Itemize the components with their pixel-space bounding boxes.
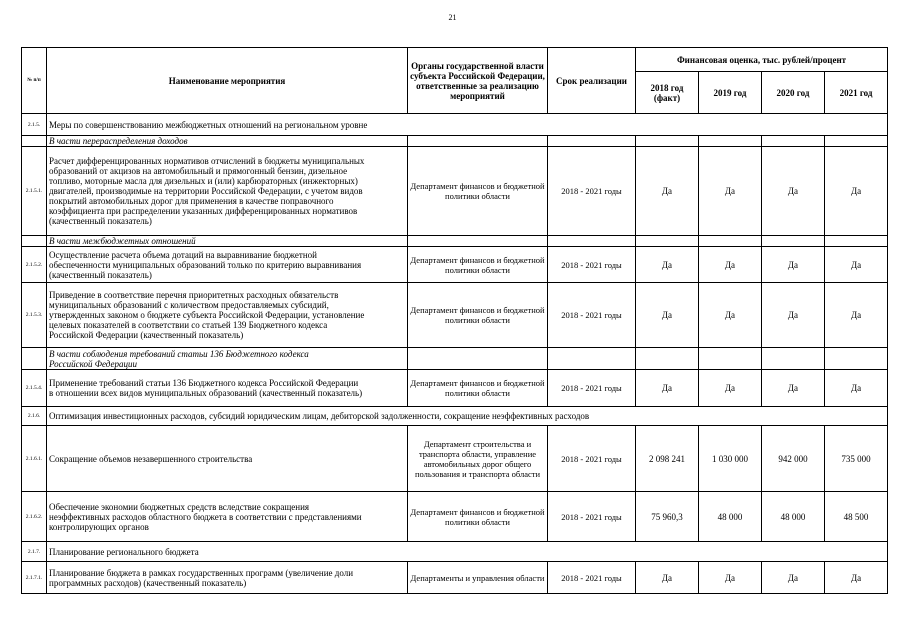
- responsible-organ: Департаменты и управления области: [408, 562, 548, 594]
- section-row: [22, 542, 888, 562]
- row-number: 2.1.7.: [22, 542, 47, 562]
- table-row: [22, 426, 888, 492]
- value-2019: Да: [699, 247, 762, 283]
- measure-line: коэффициента при распределении указанных дифференцированных нормативов: [49, 206, 358, 216]
- subsection-title: В части межбюджетных отношений: [47, 236, 408, 247]
- implementation-period: 2018 - 2021 годы: [548, 283, 636, 348]
- implementation-period: 2018 - 2021 годы: [548, 492, 636, 542]
- measure-name: [47, 426, 408, 492]
- measure-line: (качественный показатель): [49, 269, 152, 280]
- value-2021: Да: [825, 283, 888, 348]
- value-2018: Да: [636, 562, 699, 594]
- subsection-title: В части перераспределения доходов: [47, 136, 408, 147]
- table-row: [22, 147, 888, 236]
- subsection-line: В части соблюдения требований статьи 136 Бюджетного кодекса: [49, 348, 309, 359]
- table-row: [22, 370, 888, 407]
- measure-line: утвержденных законом о бюджете субъекта Российской Федерации, установление: [49, 310, 365, 320]
- row-number: 2.1.5.4.: [22, 370, 47, 407]
- subsection-row: [22, 236, 888, 247]
- page-number: 21: [448, 13, 457, 22]
- value-2018: Да: [636, 283, 699, 348]
- measure-line: Обеспечение экономии бюджетных средств вследствие сокращения: [49, 501, 310, 512]
- section-title: Оптимизация инвестиционных расходов, субсидий юридическим лицам, дебиторской задолженности, сокращение неэффективных расходов: [47, 407, 888, 426]
- value-2018: 2 098 241: [636, 426, 699, 492]
- table-row: [22, 492, 888, 542]
- value-2018: Да: [636, 247, 699, 283]
- measure-line: топливо, моторные масла для дизельных и (или) карбюраторных (инжекторных): [49, 176, 358, 186]
- measure-name: [47, 147, 408, 236]
- measure-line: двигателей, производимые на территории Российской Федерации, с учетом видов: [49, 186, 363, 196]
- section-row: [22, 114, 888, 136]
- measures-table: [21, 47, 888, 594]
- implementation-period: 2018 - 2021 годы: [548, 562, 636, 594]
- value-2018: Да: [636, 147, 699, 236]
- measure-line: Сокращение объемов незавершенного строительства: [49, 453, 253, 464]
- header-name: Наименование мероприятия: [47, 48, 408, 114]
- value-2021: Да: [825, 147, 888, 236]
- measure-line: Расчет дифференцированных нормативов отчислений в бюджеты муниципальных: [49, 156, 365, 166]
- value-2020: Да: [762, 562, 825, 594]
- measure-name: [47, 562, 408, 594]
- implementation-period: 2018 - 2021 годы: [548, 426, 636, 492]
- measure-line: контролирующих органов: [49, 521, 149, 532]
- measure-line: образований от акцизов на автомобильный и прямогонный бензин, дизельное: [49, 166, 348, 176]
- implementation-period: 2018 - 2021 годы: [548, 147, 636, 236]
- value-2019: Да: [699, 370, 762, 407]
- value-2021: Да: [825, 247, 888, 283]
- measure-line: (качественный показатель): [49, 216, 152, 226]
- value-2019: Да: [699, 147, 762, 236]
- measure-line: Российской Федерации (качественный показатель): [49, 330, 244, 340]
- value-2020: Да: [762, 283, 825, 348]
- section-title: Планирование регионального бюджета: [47, 542, 888, 562]
- row-number: 2.1.6.1.: [22, 426, 47, 492]
- responsible-organ: Департамент строительства и транспорта области, управление автомобильных дорог общего пользования и транспорта области: [408, 426, 548, 492]
- row-number: 2.1.6.: [22, 407, 47, 426]
- measure-line: обеспеченности муниципальных образований только по критерию выравнивания: [49, 259, 362, 270]
- value-2021: Да: [825, 562, 888, 594]
- value-2020: Да: [762, 370, 825, 407]
- measure-line: Приведение в соответствие перечня приоритетных расходных обязательств: [49, 290, 339, 300]
- measure-name: [47, 247, 408, 283]
- measure-line: Применение требований статьи 136 Бюджетного кодекса Российской Федерации: [49, 378, 359, 388]
- value-2020: Да: [762, 247, 825, 283]
- subsection-title: [47, 348, 408, 370]
- header-num: № п/п: [22, 48, 47, 114]
- value-2021: 48 500: [825, 492, 888, 542]
- header-row-1: [22, 48, 888, 72]
- header-organs: Органы государственной власти субъекта Российской Федерации, ответственные за реализацию мероприятий: [408, 48, 548, 114]
- row-number: 2.1.7.1.: [22, 562, 47, 594]
- measure-line: в отношении всех видов муниципальных образований (качественный показатель): [49, 388, 363, 398]
- value-2018: Да: [636, 370, 699, 407]
- value-2021: Да: [825, 370, 888, 407]
- measure-line: программных расходов) (качественный показатель): [49, 577, 247, 588]
- value-2020: 942 000: [762, 426, 825, 492]
- measure-line: покрытий автомобильных дорог для применения в качестве поправочного: [49, 196, 334, 206]
- measure-name: [47, 283, 408, 348]
- value-2019: 1 030 000: [699, 426, 762, 492]
- value-2018: 75 960,3: [636, 492, 699, 542]
- implementation-period: 2018 - 2021 годы: [548, 247, 636, 283]
- measure-line: неэффективных расходов областного бюджета в соответствии с представлениями: [49, 511, 362, 522]
- value-2021: 735 000: [825, 426, 888, 492]
- value-2020: Да: [762, 147, 825, 236]
- row-number: 2.1.5.1.: [22, 147, 47, 236]
- implementation-period: 2018 - 2021 годы: [548, 370, 636, 407]
- measure-name: [47, 370, 408, 407]
- subsection-line: Российской Федерации: [49, 358, 137, 369]
- subsection-row: [22, 136, 888, 147]
- section-row: [22, 407, 888, 426]
- header-period: Срок реализации: [548, 48, 636, 114]
- responsible-organ: Департамент финансов и бюджетной политики области: [408, 147, 548, 236]
- responsible-organ: Департамент финансов и бюджетной политики области: [408, 492, 548, 542]
- header-year-2021: 2021 год: [825, 72, 888, 114]
- measure-line: муниципальных образований с количеством предоставляемых субсидий,: [49, 300, 329, 310]
- value-2019: Да: [699, 283, 762, 348]
- measure-line: целевых показателей в соответствии со статьей 139 Бюджетного кодекса: [49, 320, 328, 330]
- value-2019: Да: [699, 562, 762, 594]
- value-2019: 48 000: [699, 492, 762, 542]
- responsible-organ: Департамент финансов и бюджетной политики области: [408, 370, 548, 407]
- table-row: [22, 283, 888, 348]
- measure-name: [47, 492, 408, 542]
- header-year-2019: 2019 год: [699, 72, 762, 114]
- table-row: [22, 562, 888, 594]
- measure-line: Планирование бюджета в рамках государственных программ (увеличение доли: [49, 567, 354, 578]
- header-year-2020: 2020 год: [762, 72, 825, 114]
- table-row: [22, 247, 888, 283]
- header-year-2018: 2018 год (факт): [636, 72, 699, 114]
- subsection-row: [22, 348, 888, 370]
- responsible-organ: Департамент финансов и бюджетной политики области: [408, 247, 548, 283]
- value-2020: 48 000: [762, 492, 825, 542]
- header-finance: Финансовая оценка, тыс. рублей/процент: [636, 48, 888, 72]
- row-number: 2.1.5.: [22, 114, 47, 136]
- row-number: 2.1.5.2.: [22, 247, 47, 283]
- responsible-organ: Департамент финансов и бюджетной политики области: [408, 283, 548, 348]
- row-number: 2.1.6.2.: [22, 492, 47, 542]
- row-number: 2.1.5.3.: [22, 283, 47, 348]
- section-title: Меры по совершенствованию межбюджетных отношений на региональном уровне: [47, 114, 888, 136]
- measure-line: Осуществление расчета объема дотаций на выравнивание бюджетной: [49, 249, 317, 260]
